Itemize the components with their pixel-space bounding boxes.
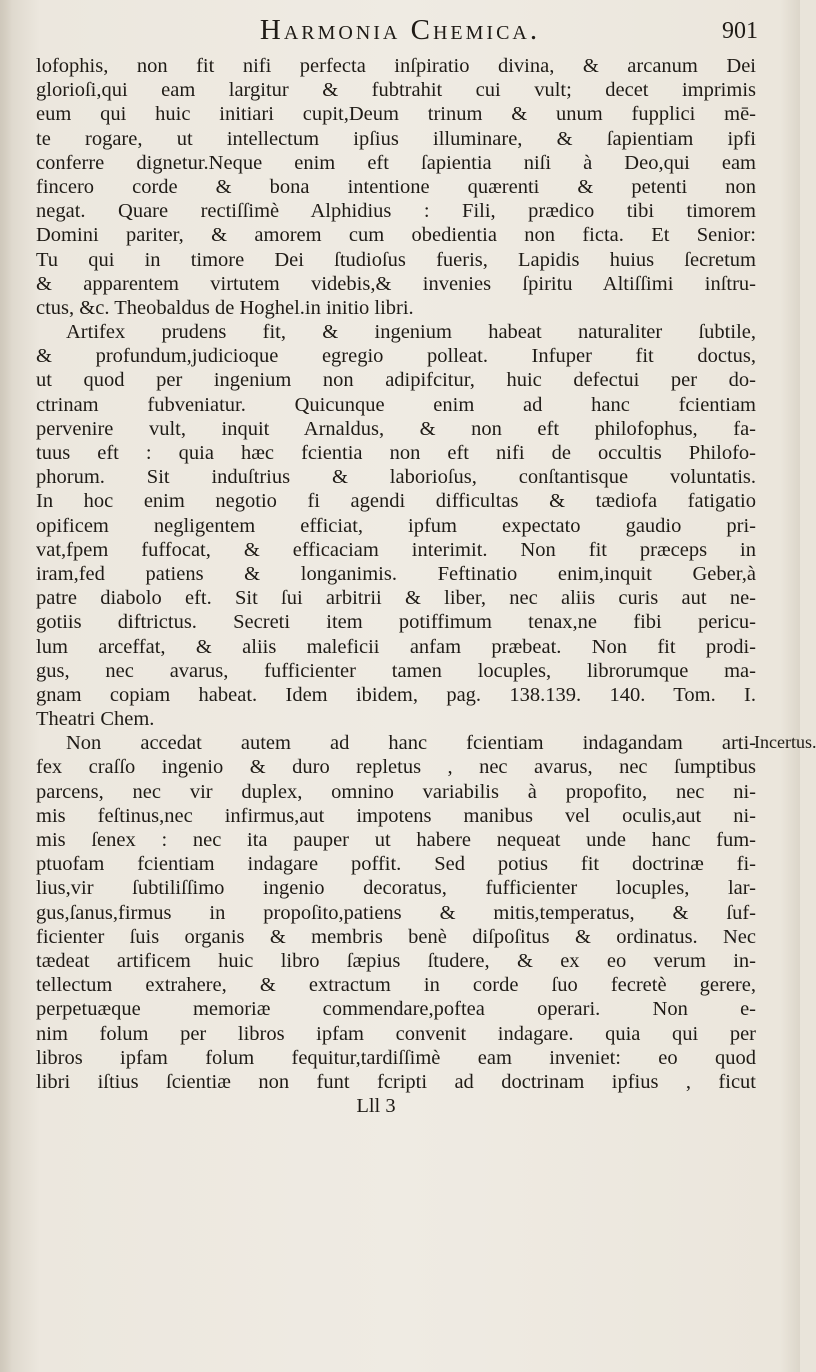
text-line: gus,ſanus,firmus in propoſito,patiens & mitis,temperatus, & ſuf- xyxy=(36,901,756,924)
text-line: tædeat artificem huic libro ſæpius ſtudere, & ex eo verum in- xyxy=(36,949,756,972)
text-line: Theatri Chem. xyxy=(36,708,155,731)
page-header xyxy=(0,14,800,50)
text-line: nim folum per libros ipfam convenit indagare. quia qui per xyxy=(36,1022,756,1045)
text-line: conferre dignetur.Neque enim eft ſapientia niſi à Deo,qui eam xyxy=(36,151,756,174)
text-line: libri iſtius ſcientiæ non funt fcripti ad doctrinam ipfius , ficut xyxy=(36,1070,756,1093)
text-line: ficienter ſuis organis & membris benè diſpoſitus & ordinatus. Nec xyxy=(36,925,756,948)
text-line: ctrinam fubveniatur. Quicunque enim ad hanc fcientiam xyxy=(36,393,756,416)
text-line: negat. Quare rectiſſimè Alphidius : Fili, prædico tibi timorem xyxy=(36,200,756,223)
text-line: Artifex prudens fit, & ingenium habeat naturaliter ſubtile, xyxy=(66,321,756,344)
text-line: tellectum extrahere, & extractum in corde ſuo fecretè gerere, xyxy=(36,974,756,997)
text-line: te rogare, ut intellectum ipſius illuminare, & ſapientiam ipfi xyxy=(36,127,756,150)
text-line: parcens, nec vir duplex, omnino variabilis à propofito, nec ni- xyxy=(36,780,756,803)
text-line: perpetuæque memoriæ commendare,poftea operari. Non e- xyxy=(36,998,756,1021)
text-line: lius,vir ſubtiliſſimo ingenio decoratus, fufficienter locuples, lar- xyxy=(36,877,756,900)
text-line: fex craſſo ingenio & duro repletus , nec avarus, nec ſumptibus xyxy=(36,756,756,779)
text-line: opificem negligentem efficiat, ipfum expectato gaudio pri- xyxy=(36,514,756,537)
text-line: Domini pariter, & amorem cum obedientia non ficta. Et Senior: xyxy=(36,224,756,247)
text-line: ut quod per ingenium non adipifcitur, huic defectui per do- xyxy=(36,369,756,392)
text-line: libros ipfam folum fequitur,tardiſſimè eam inveniet: eo quod xyxy=(36,1046,756,1069)
body-text xyxy=(36,54,816,1118)
text-line: gnam copiam habeat. Idem ibidem, pag. 138.139. 140. Tom. I. xyxy=(36,683,756,706)
text-line: & apparentem virtutem videbis,& invenies ſpiritu Altiſſimi inſtru- xyxy=(36,272,756,295)
text-line: & profundum,judicioque egregio polleat. Infuper fit doctus, xyxy=(36,345,756,368)
text-line: tuus eft : quia hæc fcientia non eft nifi de occultis Philofo- xyxy=(36,442,756,464)
page-number: 901 xyxy=(722,18,758,44)
text-line: gus, nec avarus, fufficienter tamen locuples, librorumque ma- xyxy=(36,659,756,682)
margin-note: Incertus. xyxy=(754,731,816,752)
text-line: phorum. Sit induſtrius & laborioſus, conſtantisque voluntatis. xyxy=(36,466,756,489)
text-line: eum qui huic initiari cupit,Deum trinum & unum fupplici mē- xyxy=(36,103,756,126)
text-line: glorioſi,qui eam largitur & fubtrahit cui vult; decet imprimis xyxy=(36,79,756,102)
text-line: ctus, &c. Theobaldus de Hoghel.in initio libri. xyxy=(36,296,414,319)
text-line: ptuofam fcientiam indagare poffit. Sed potius fit doctrinæ fi- xyxy=(36,853,756,876)
signature-mark: Lll 3 xyxy=(356,1095,396,1118)
running-title: Harmonia Chemica. xyxy=(259,14,541,46)
page-gutter-shadow xyxy=(0,0,12,1372)
text-line: Non accedat autem ad hanc fcientiam indagandam arti- xyxy=(66,732,756,755)
text-line: gotiis diftrictus. Secreti item potiffimum tenax,ne fibi pericu- xyxy=(36,611,756,634)
text-line: lofophis, non fit nifi perfecta inſpiratio divina, & arcanum Dei xyxy=(36,55,756,77)
text-line: mis ſenex : nec ita pauper ut habere nequeat unde hanc fum- xyxy=(36,829,756,851)
text-line: mis feſtinus,nec infirmus,aut impotens manibus vel oculis,aut ni- xyxy=(36,804,756,827)
text-line: iram,fed patiens & longanimis. Feftinatio enim,inquit Geber,à xyxy=(36,562,756,585)
text-line: lum arceffat, & aliis maleficii anfam præbeat. Non fit prodi- xyxy=(36,635,756,658)
text-line: vat,fpem fuffocat, & efficaciam interimit. Non fit præceps in xyxy=(36,538,756,561)
text-line: Tu qui in timore Dei ſtudioſus fueris, Lapidis huius ſecretum xyxy=(36,248,756,271)
text-line: fincero corde & bona intentione quærenti & petenti non xyxy=(36,175,756,198)
text-line: patre diabolo eft. Sit ſui arbitrii & liber, nec aliis curis aut ne- xyxy=(36,587,756,610)
text-line: In hoc enim negotio fi agendi difficultas & tædiofa fatigatio xyxy=(36,490,756,513)
text-line: pervenire vult, inquit Arnaldus, & non eft philofophus, fa- xyxy=(36,417,756,440)
